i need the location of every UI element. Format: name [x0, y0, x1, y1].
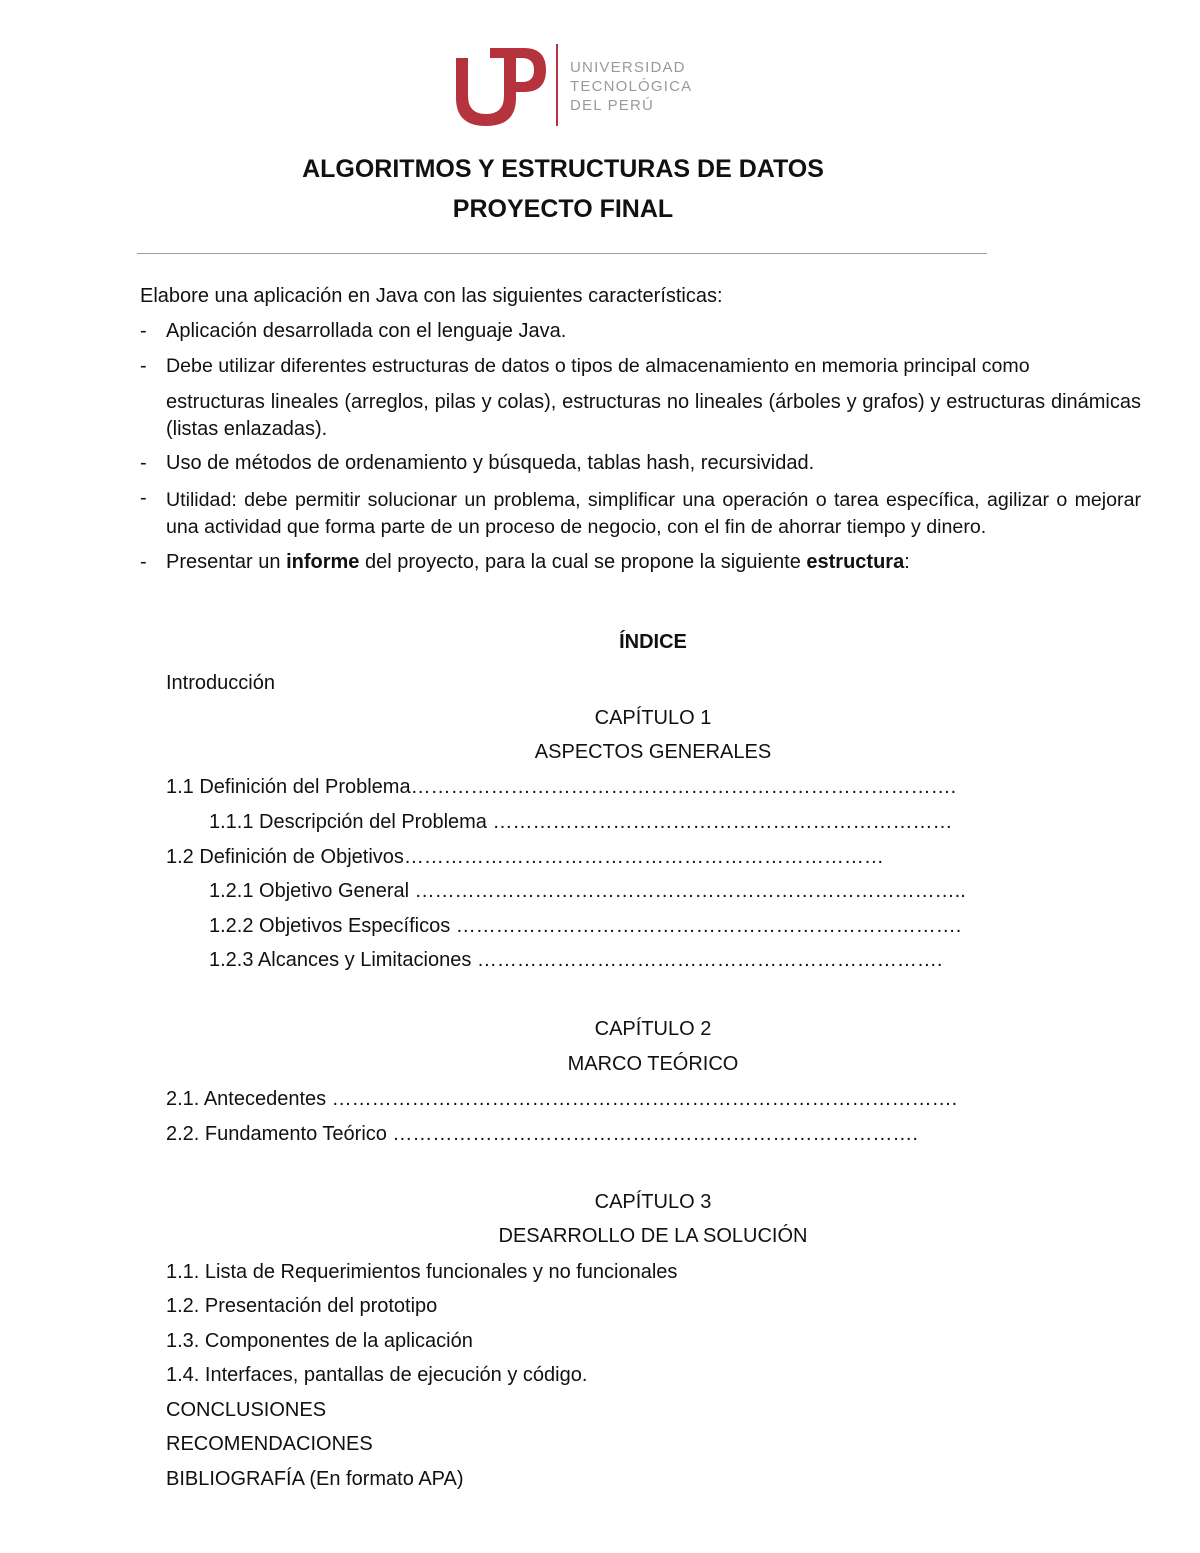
bullet-2-line-1: Debe utilizar diferentes estructuras de datos o tipos de almacenamiento en memoria principal como [166, 355, 1030, 377]
bullet-5-bold-estructura: estructura [806, 551, 905, 573]
chapter-1-label: CAPÍTULO 1 [594, 707, 712, 729]
toc-entry: 1.4. Interfaces, pantallas de ejecución y código. [166, 1364, 588, 1386]
toc-bibliography: BIBLIOGRAFÍA (En formato APA) [166, 1468, 464, 1490]
toc-entry: 1.2.2 Objetivos Específicos …………………………………………………………………. [209, 915, 962, 937]
chapter-2-label: CAPÍTULO 2 [594, 1018, 712, 1040]
bullet-5 [166, 551, 910, 574]
toc-entry: 1.2. Presentación del prototipo [166, 1295, 438, 1317]
chapter-3-label: CAPÍTULO 3 [594, 1191, 712, 1213]
bullet-5-part-3: : [904, 551, 910, 573]
bullet-5-part-1: Presentar un [166, 551, 287, 573]
bullet-5-part-2: del proyecto, para la cual se propone la siguiente [359, 551, 807, 573]
bullet-dash: - [140, 487, 147, 509]
toc-entry: 1.2.1 Objetivo General ……………………………………………………………………….. [209, 880, 966, 902]
index-intro: Introducción [166, 672, 275, 694]
toc-entry: 1.2.3 Alcances y Limitaciones ……………………………………………………………. [209, 949, 943, 971]
toc-entry: 2.2. Fundamento Teórico ……………………………………………………………………. [166, 1123, 918, 1145]
toc-conclusions: CONCLUSIONES [166, 1399, 327, 1421]
bullet-1: Aplicación desarrollada con el lenguaje Java. [166, 320, 567, 342]
chapter-1-name: ASPECTOS GENERALES [534, 741, 772, 763]
bullet-dash: - [140, 551, 147, 573]
logo-wordmark [570, 58, 692, 115]
document-subtitle: PROYECTO FINAL [452, 195, 674, 223]
title-divider [137, 253, 987, 254]
logo-divider [556, 44, 558, 126]
bullet-dash: - [140, 355, 147, 377]
bullet-2-continuation: estructuras lineales (arreglos, pilas y colas), estructuras no lineales (árboles y grafos) y estructuras dinámicas (listas enlazadas). [166, 391, 1141, 440]
chapter-2-name: MARCO TEÓRICO [567, 1053, 739, 1075]
toc-entry: 1.3. Componentes de la aplicación [166, 1330, 473, 1352]
logo-line-2: TECNOLÓGICA [570, 78, 693, 95]
utp-logo-mark-icon [450, 44, 550, 130]
bullet-dash: - [140, 452, 147, 474]
bullet-dash: - [140, 320, 147, 342]
index-heading: ÍNDICE [619, 631, 687, 653]
toc-entry: 1.1.1 Descripción del Problema …………………………………………………………… [209, 811, 953, 833]
toc-entry: 2.1. Antecedentes …………………………………………………………………………………. [166, 1088, 958, 1110]
document-title: ALGORITMOS Y ESTRUCTURAS DE DATOS [302, 155, 824, 183]
toc-entry: 1.2 Definición de Objetivos……………………………………………………………… [166, 846, 884, 868]
logo-line-3: DEL PERÚ [570, 97, 655, 114]
bullet-3: Uso de métodos de ordenamiento y búsqueda, tablas hash, recursividad. [166, 452, 815, 474]
utp-logo [450, 44, 700, 130]
toc-entry: 1.1 Definición del Problema………………………………………………………………………. [166, 776, 957, 798]
chapter-3-name: DESARROLLO DE LA SOLUCIÓN [498, 1225, 808, 1247]
toc-entry: 1.1. Lista de Requerimientos funcionales y no funcionales [166, 1261, 678, 1283]
toc-recommendations: RECOMENDACIONES [166, 1433, 373, 1455]
logo-line-1: UNIVERSIDAD [570, 59, 686, 76]
bullet-5-bold-informe: informe [286, 551, 360, 573]
bullet-4: Utilidad: debe permitir solucionar un problema, simplificar una operación o tarea específica, agilizar o mejorar una actividad que forma parte de un proceso de negocio, con el fin de ahorrar tiempo y dinero. [166, 489, 1141, 538]
intro-text: Elabore una aplicación en Java con las siguientes características: [140, 285, 723, 307]
